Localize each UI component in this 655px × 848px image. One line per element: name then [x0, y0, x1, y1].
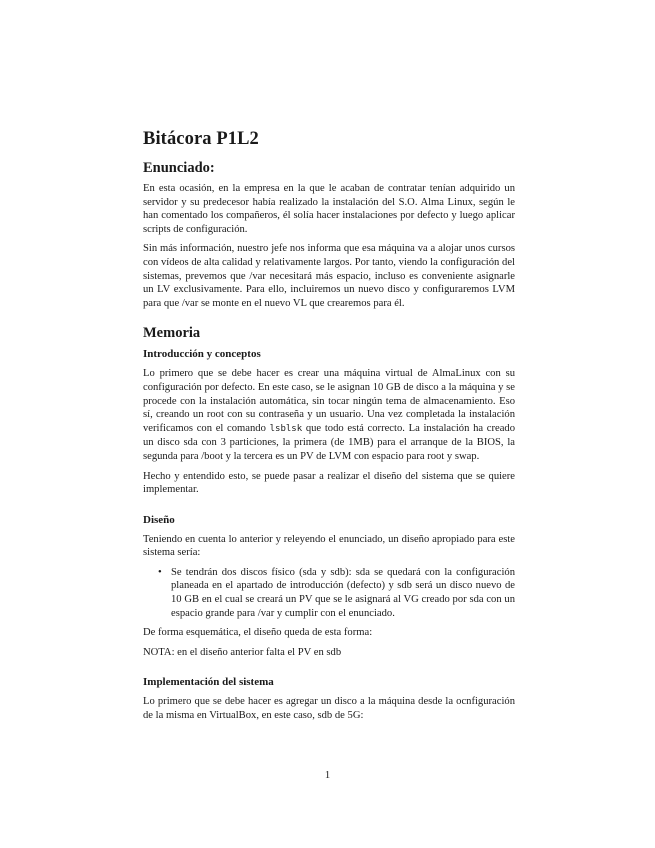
- implementacion-paragraph-1: Lo primero que se debe hacer es agregar un disco a la máquina desde la ocnfiguración de la misma en VirtualBox, en este caso, sdb de 5G:: [143, 696, 515, 722]
- diseno-paragraph-1: Teniendo en cuenta lo anterior y releyendo el enunciado, un diseño apropiado para este sistema sería:: [143, 533, 515, 559]
- introduccion-text-after-code: que todo está correcto. La instalación ha creado un disco sda con 3 particiones, la primera (de 1MB) para el arranque de la BIOS, la segunda para /boot y la tercera es un PV de LVM con espacio para root y swap.: [143, 422, 515, 462]
- diseno-note: NOTA: en el diseño anterior falta el PV en sdb: [143, 646, 342, 658]
- diseno-list: [143, 566, 515, 620]
- introduccion-paragraph-2: Hecho y entendido esto, se puede pasar a realizar el diseño del sistema que se quiere implementar.: [143, 470, 515, 496]
- subsection-heading-implementacion: Implementación del sistema: [143, 676, 274, 689]
- command-code: lsblsk: [269, 423, 303, 434]
- subsection-heading-diseno: Diseño: [143, 513, 175, 526]
- diseno-paragraph-2: De forma esquemática, el diseño queda de esta forma:: [143, 627, 373, 639]
- introduccion-paragraph-1: [143, 367, 515, 463]
- list-item-text: Se tendrán dos discos físico (sda y sdb): sda se quedará con la configuración planeada en el apartado de introducción (defecto) y sdb será un disco nuevo de 10 GB en el cual se creará un PV que se le asignará al VG creado por sda con un espacio grande para /var y cumplir con el enunciado.: [171, 566, 515, 619]
- list-item: [158, 566, 515, 620]
- document-title: Bitácora P1L2: [143, 129, 259, 149]
- section-heading-memoria: Memoria: [143, 325, 201, 342]
- enunciado-paragraph-1: En esta ocasión, en la empresa en la que le acaban de contratar tenían adquirido un servidor y su predecesor había realizado la instalación del S.O. Alma Linux, según le han comentado los compañeros, él solía hacer instalaciones por defecto y luego aplicar scripts de configuración.: [143, 183, 515, 235]
- section-heading-enunciado: Enunciado:: [143, 160, 215, 176]
- document-page: [143, 128, 515, 729]
- bullet-icon: •: [158, 566, 162, 578]
- introduccion-text-before-code: Lo primero que se debe hacer es crear una máquina virtual de AlmaLinux con su configuración por defecto. En este caso, se le asignan 10 GB de disco a la máquina y se procede con la instalación automática, sin tocar ningún tema de almacenamiento. Eso sí, creando un root con su contraseña y un usuario. Una vez completada la instalación verificamos con el comando: [143, 368, 515, 434]
- page-number: 1: [324, 770, 331, 781]
- subsection-heading-introduccion: Introducción y conceptos: [143, 348, 261, 361]
- enunciado-paragraph-2: Sin más información, nuestro jefe nos informa que esa máquina va a alojar unos cursos con vídeos de alta calidad y relativamente largos. Por tanto, viendo la configuración del sistemas, prevemos que /var necesitará más espacio, incluso es conveniente asignarle un LV exclusivamente. Para ello, incluiremos un nuevo disco y configuraremos LVM para que /var se monte en el nuevo VL que crearemos para él.: [143, 243, 515, 309]
